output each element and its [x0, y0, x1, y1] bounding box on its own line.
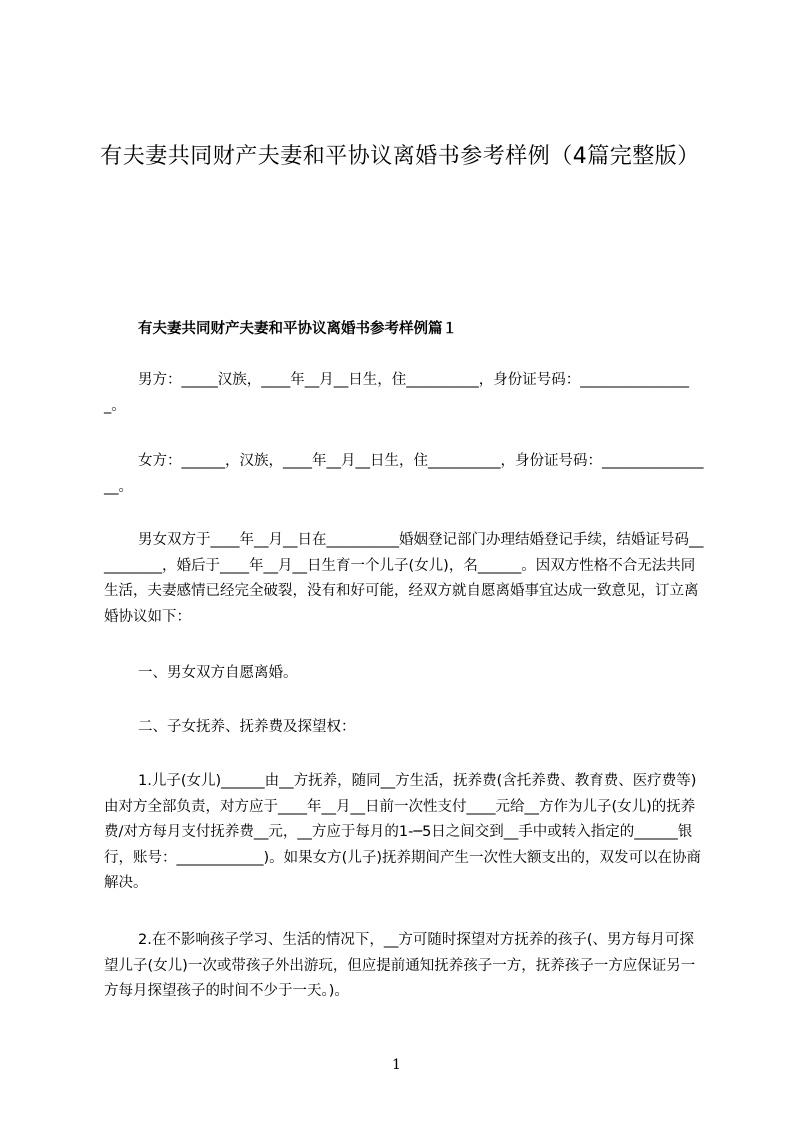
paragraph-marriage-info: 男女双方于____年__月__日在__________婚姻登记部门办理结婚登记手续，结婚证号码__________，婚后于____年__月__日生育一个儿子(女儿)，名______。因双方性格不合无法共同生活，夫妻感情已经完全破裂，没有和好可能，经双方就自愿离婚事宜达成一致意见，订立离婚协议如下： [104, 532, 704, 625]
paragraph-clause-one: 一、男女双方自愿离婚。 [138, 665, 298, 681]
section-heading: 有夫妻共同财产夫妻和平协议离婚书参考样例篇１ [138, 321, 457, 337]
paragraph-female-party: 女方：______，汉族，____年__月__日生，住__________，身份证号码：________________。 [104, 453, 704, 495]
paragraph-item-two: 2.在不影响孩子学习、生活的情况下，__方可随时探望对方抚养的孩子(、男方每月可探望儿子(女儿)一次或带孩子外出游玩，但应提前通知抚养孩子一方，抚养孩子一方应保证另一方每月探望孩子的时间不少于一天。)。 [104, 932, 696, 999]
paragraph-clause-two: 二、子女抚养、抚养费及探望权： [138, 719, 356, 735]
paragraph-male-party: 男方：_____汉族，____年__月__日生，住__________，身份证号码：________________。 [104, 372, 689, 414]
paragraph-item-one: 1.儿子(女儿)______由__方抚养，随同__方生活，抚养费(含托养费、教育费、医疗费等)由对方全部负责，对方应于____年__月__日前一次性支付____元给__方作为儿子(女儿)的抚养费/对方每月支付抚养费__元，__方应于每月的1-─5日之间交到__手中或转入指定的______银行，账号：____________)。如果女方(儿子)抚养期间产生一次性大额支出的，双发可以在协商解决。 [104, 773, 701, 891]
document-title: 有夫妻共同财产夫妻和平协议离婚书参考样例（4篇完整版） [100, 144, 700, 169]
page-number: 1 [392, 1057, 401, 1073]
